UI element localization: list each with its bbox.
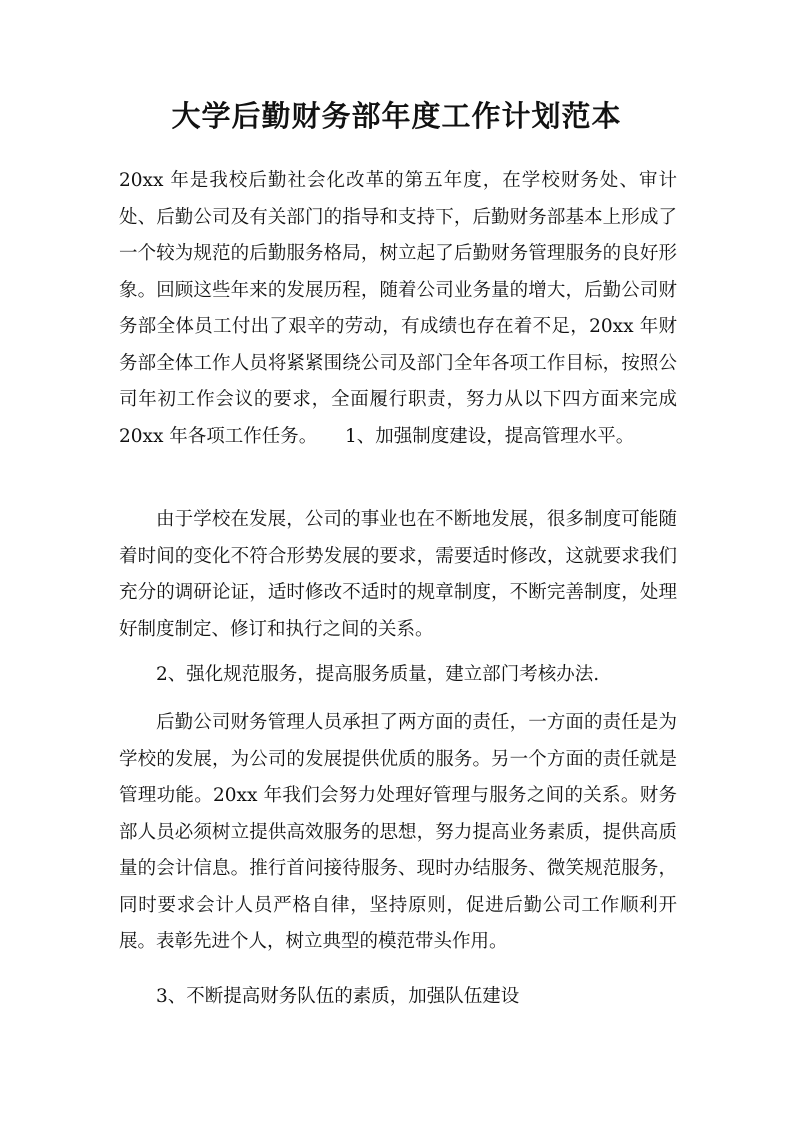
paragraph-intro: 20xx 年是我校后勤社会化改革的第五年度，在学校财务处、审计处、后勤公司及有关部门的指导和支持下，后勤财务部基本上形成了一个较为规范的后勤服务格局，树立起了后勤财务管理服务的良好形象。回顾这些年来的发展历程，随着公司业务量的增大，后勤公司财务部全体员工付出了艰辛的劳动，有成绩也存在着不足，20xx 年财务部全体工作人员将紧紧围绕公司及部门全年各项工作目标，按照公司年初工作会议的要求，全面履行职责，努力从以下四方面来完成 20xx 年各项工作任务。 1、加强制度建设，提高管理水平。 xyxy=(119,170,677,447)
paragraph-system-revision: 由于学校在发展，公司的事业也在不断地发展，很多制度可能随着时间的变化不符合形势发展的要求，需要适时修改，这就要求我们充分的调研论证，适时修改不适时的规章制度，不断完善制度，处理好制度制定、修订和执行之间的关系。 xyxy=(119,509,677,640)
document-title: 大学后勤财务部年度工作计划范本 xyxy=(171,99,622,133)
section-heading-3: 3、不断提高财务队伍的素质，加强队伍建设 xyxy=(156,986,520,1007)
section-heading-2: 2、强化规范服务，提高服务质量，建立部门考核办法. xyxy=(156,664,600,685)
paragraph-service-management: 后勤公司财务管理人员承担了两方面的责任，一方面的责任是为学校的发展，为公司的发展提供优质的服务。另一个方面的责任就是管理功能。20xx 年我们会努力处理好管理与服务之间的关系。财务部人员必须树立提供高效服务的思想，努力提高业务素质，提供高质量的会计信息。推行首问接待服务、现时办结服务、微笑规范服务，同时要求会计人员严格自律，坚持原则，促进后勤公司工作顺利开展。表彰先进个人，树立典型的模范带头作用。 xyxy=(119,712,677,952)
